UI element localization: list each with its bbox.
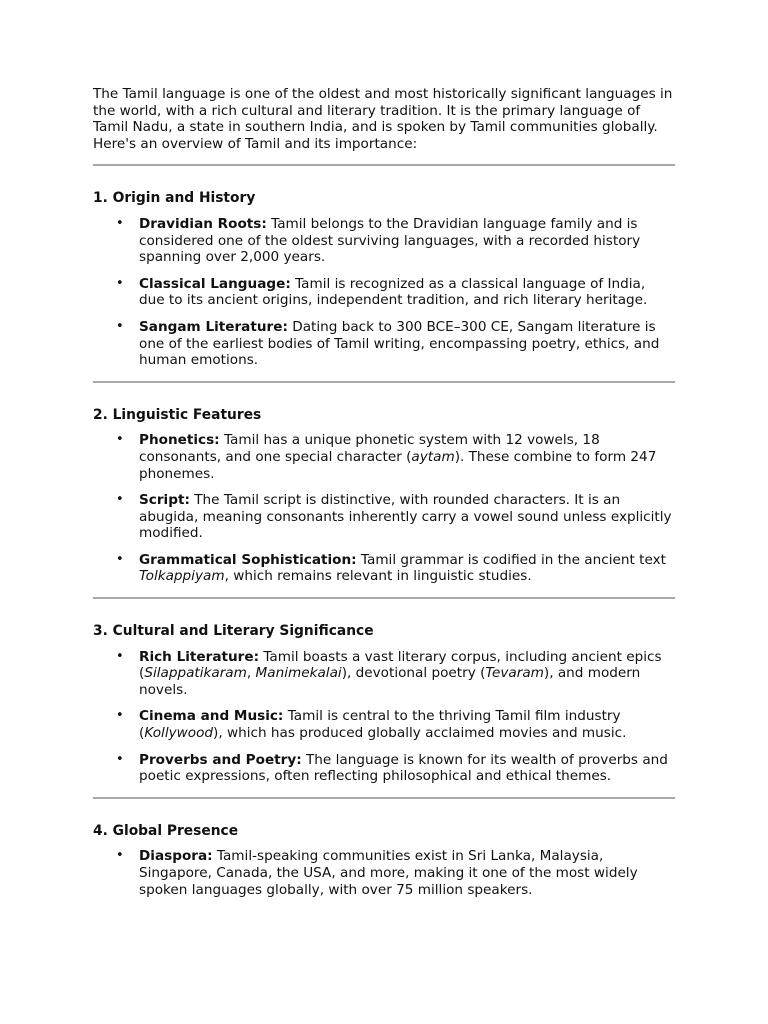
item-term: Proverbs and Poetry:: [139, 751, 302, 768]
item-term: Rich Literature:: [139, 648, 260, 665]
item-text: The language is known for its wealth of proverbs and poetic expressions, often reflecting philosophical and ethical themes.: [139, 751, 668, 785]
list-item: [93, 552, 675, 585]
section-divider: [93, 381, 675, 383]
item-text: Tamil belongs to the Dravidian language family and is considered one of the oldest surviving languages, with a recorded history spanning over 2,000 years.: [139, 215, 641, 266]
section-global-presence: [93, 823, 675, 898]
item-text: Tamil is central to the thriving Tamil film industry (: [139, 708, 621, 742]
list-item: [93, 492, 675, 542]
bullet-icon: •: [116, 318, 124, 334]
item-text: ), devotional poetry (: [341, 665, 486, 682]
section-divider: [93, 797, 675, 799]
item-term: Grammatical Sophistication:: [139, 551, 357, 568]
item-term: Classical Language:: [139, 275, 291, 292]
item-term: Phonetics:: [139, 432, 220, 449]
bullet-icon: •: [116, 492, 124, 508]
bullet-icon: •: [116, 275, 124, 291]
item-text: Tamil boasts a vast literary corpus, including ancient epics (: [139, 648, 662, 682]
bullet-list: [93, 649, 675, 785]
item-italic: Manimekalai: [255, 665, 342, 682]
bullet-list: [93, 848, 675, 898]
document-body: [93, 86, 675, 898]
item-text: Tamil grammar is codified in the ancient text: [356, 551, 666, 568]
item-text: Tamil has a unique phonetic system with 12 vowels, 18 consonants, and one special character (: [139, 432, 600, 465]
item-term: Cinema and Music:: [139, 708, 284, 725]
item-term: Diaspora:: [139, 848, 213, 865]
item-text: ), and modern novels.: [139, 665, 641, 698]
list-item: [93, 752, 675, 785]
item-text: The Tamil script is distinctive, with rounded characters. It is an abugida, meaning consonants inherently carry a vowel sound unless explicitly modified.: [139, 492, 672, 542]
list-item: [93, 432, 675, 482]
list-item: [93, 276, 675, 309]
list-item: [93, 708, 675, 741]
bullet-icon: •: [116, 215, 124, 231]
item-term: Dravidian Roots:: [139, 215, 267, 232]
item-text: Tamil is recognized as a classical language of India, due to its ancient origins, independent tradition, and rich literary heritage.: [139, 275, 648, 309]
item-italic: Tevaram: [485, 665, 544, 682]
item-text: Tamil-speaking communities exist in Sri Lanka, Malaysia, Singapore, Canada, the USA, and more, making it one of the most widely spoken languages globally, with over 75 million speakers.: [139, 848, 638, 898]
list-item: [93, 848, 675, 898]
section-heading: 3. Cultural and Literary Significance: [93, 623, 374, 640]
section-divider: [93, 597, 675, 599]
item-italic: Kollywood: [144, 725, 214, 742]
item-italic: aytam: [411, 448, 455, 465]
list-item: [93, 319, 675, 369]
item-text: ). These combine to form 247 phonemes.: [139, 448, 657, 482]
item-text: ), which has produced globally acclaimed movies and music.: [213, 725, 627, 742]
bullet-list: [93, 216, 675, 369]
section-divider: [93, 164, 675, 166]
bullet-icon: •: [116, 751, 124, 767]
item-term: Script:: [139, 492, 190, 509]
section-heading: 1. Origin and History: [93, 190, 256, 207]
item-text: Dating back to 300 BCE–300 CE, Sangam literature is one of the earliest bodies of Tamil writing, encompassing poetry, ethics, and human emotions.: [139, 318, 660, 369]
section-origin-history: [93, 190, 675, 368]
bullet-icon: •: [116, 708, 124, 724]
item-italic: Silappatikaram: [144, 665, 247, 682]
section-heading: 4. Global Presence: [93, 822, 239, 839]
item-text: , which remains relevant in linguistic studies.: [224, 568, 532, 585]
list-item: [93, 216, 675, 266]
item-term: Sangam Literature:: [139, 318, 288, 335]
bullet-icon: •: [116, 848, 124, 864]
bullet-icon: •: [116, 551, 124, 567]
item-italic: Tolkappiyam: [139, 568, 225, 585]
intro-paragraph: The Tamil language is one of the oldest and most historically significant languages in the world, with a rich cultural and literary tradition. It is the primary language of Tamil Nadu, a state in southern India, and is spoken by Tamil communities globally. Here's an overview of Tamil and its importance:: [93, 86, 673, 152]
item-text: ,: [246, 665, 256, 682]
bullet-list: [93, 432, 675, 585]
bullet-icon: •: [116, 432, 124, 448]
bullet-icon: •: [116, 648, 124, 664]
section-heading: 2. Linguistic Features: [93, 406, 262, 423]
section-cultural-literary: [93, 623, 675, 785]
list-item: [93, 649, 675, 699]
section-linguistic-features: [93, 407, 675, 585]
